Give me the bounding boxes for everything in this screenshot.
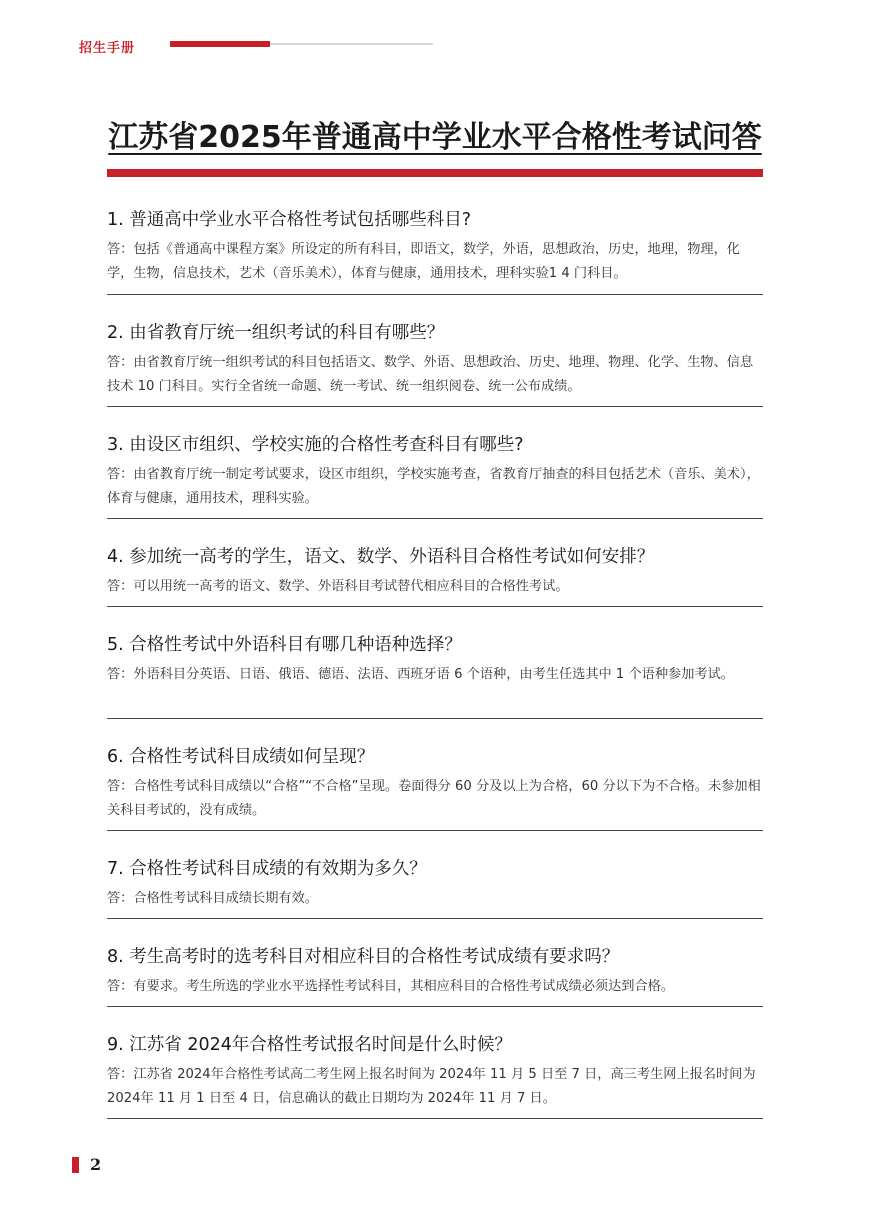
answer: 答：由省教育厅统一组织考试的科目包括语文、数学、外语、思想政治、历史、地理、物理、化学、生物、信息技术 10 门科目。实行全省统一命题、统一考试、统一组织阅卷、统一公布成绩。 — [107, 355, 754, 394]
answer: 答：外语科目分英语、日语、俄语、德语、法语、西班牙语 6 个语种，由考生任选其中 1 个语种参加考试。 — [107, 667, 734, 682]
qa-list — [107, 207, 763, 1119]
qa-item — [107, 519, 763, 607]
header-accent-bar — [170, 41, 270, 47]
qa-item — [107, 607, 763, 719]
page-number-marker — [72, 1157, 79, 1173]
booklet-label: 招生手册 — [79, 41, 136, 56]
qa-item — [107, 295, 763, 407]
qa-item — [107, 719, 763, 831]
answer: 答：合格性考试科目成绩长期有效。 — [107, 891, 318, 906]
question: 6. 合格性考试科目成绩如何呈现？ — [107, 747, 375, 767]
page-title: 江苏省2025年普通高中学业水平合格性考试问答 — [108, 120, 762, 156]
title-accent-bar — [107, 169, 763, 177]
qa-item — [107, 207, 763, 295]
qa-item — [107, 407, 763, 519]
question: 3. 由设区市组织、学校实施的合格性考查科目有哪些? — [107, 435, 524, 455]
question: 5. 合格性考试中外语科目有哪几种语种选择？ — [107, 635, 462, 655]
answer: 答：江苏省 2024年合格性考试高二考生网上报名时间为 2024年 11 月 5 日至 7 日，高三考生网上报名时间为 2024年 11 月 1 日至 4 日，信息确认的截止日期均为 2024年 11 月 7 日。 — [107, 1067, 756, 1106]
page-number: 2 — [90, 1155, 102, 1174]
question: 7. 合格性考试科目成绩的有效期为多久？ — [107, 859, 427, 879]
question: 2. 由省教育厅统一组织考试的科目有哪些？ — [107, 323, 445, 343]
question: 4. 参加统一高考的学生，语文、数学、外语科目合格性考试如何安排？ — [107, 547, 655, 567]
question: 1. 普通高中学业水平合格性考试包括哪些科目? — [107, 210, 472, 230]
qa-item — [107, 919, 763, 1007]
answer: 答：合格性考试科目成绩以“合格”“不合格”呈现。卷面得分 60 分及以上为合格，60 分以下为不合格。未参加相关科目考试的，没有成绩。 — [107, 779, 761, 818]
qa-item — [107, 1007, 763, 1119]
answer: 答：包括《普通高中课程方案》所设定的所有科目，即语文，数学，外语，思想政治，历史，地理，物理，化学，生物，信息技术，艺术（音乐美术），体育与健康，通用技术，理科实验1 4 门科目。 — [107, 242, 740, 281]
answer: 答：可以用统一高考的语文、数学、外语科目考试替代相应科目的合格性考试。 — [107, 579, 569, 594]
answer: 答：由省教育厅统一制定考试要求，设区市组织，学校实施考查，省教育厅抽查的科目包括艺术（音乐、美术），体育与健康，通用技术，理科实验。 — [107, 467, 760, 506]
answer: 答：有要求。考生所选的学业水平选择性考试科目，其相应科目的合格性考试成绩必须达到合格。 — [107, 979, 675, 994]
question: 9. 江苏省 2024年合格性考试报名时间是什么时候？ — [107, 1035, 512, 1055]
qa-item — [107, 831, 763, 919]
question: 8. 考生高考时的选考科目对相应科目的合格性考试成绩有要求吗？ — [107, 947, 620, 967]
